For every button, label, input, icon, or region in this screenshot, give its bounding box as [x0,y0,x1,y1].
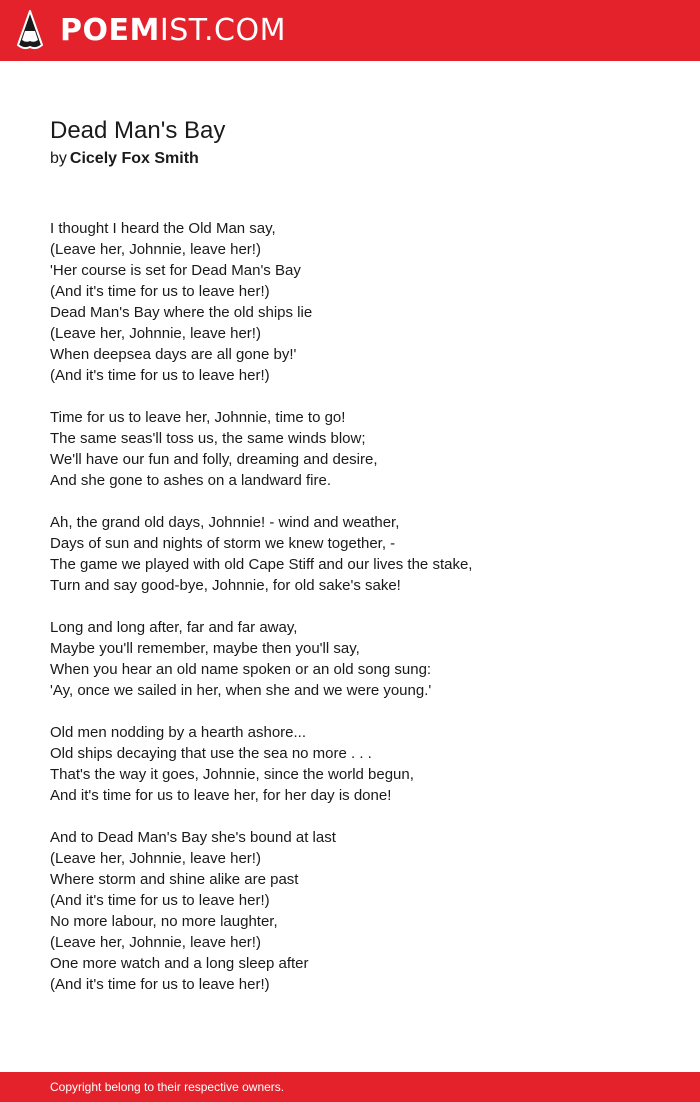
poem-stanza [50,407,670,491]
poem-stanza [50,722,670,806]
poem-line: Ah, the grand old days, Johnnie! - wind and weather, [50,514,400,531]
poem-line: (And it's time for us to leave her!) [50,892,270,909]
poem-line: And it's time for us to leave her, for her day is done! [50,787,392,804]
poem-line: (And it's time for us to leave her!) [50,367,270,384]
poem-stanza [50,827,670,995]
poem-line: When you hear an old name spoken or an old song sung: [50,661,432,678]
poem-line: No more labour, no more laughter, [50,913,278,930]
site-logo-link[interactable] [17,9,286,53]
copyright-text: Copyright belong to their respective owners. [50,1080,285,1094]
poem-line: Turn and say good-bye, Johnnie, for old sake's sake! [50,577,401,594]
poem-line: We'll have our fun and folly, dreaming and desire, [50,451,378,468]
pencil-tip-icon [17,10,43,52]
poem-line: I thought I heard the Old Man say, [50,220,276,237]
poem-line: (Leave her, Johnnie, leave her!) [50,241,261,258]
poem-line: Time for us to leave her, Johnnie, time to go! [50,409,346,426]
poem-line: 'Her course is set for Dead Man's Bay [50,262,301,279]
poem-line: Days of sun and nights of storm we knew together, - [50,535,396,552]
author-name: Cicely Fox Smith [69,150,199,167]
poem-line: That's the way it goes, Johnnie, since the world begun, [50,766,414,783]
poem-line: 'Ay, once we sailed in her, when she and we were young.' [50,682,432,699]
logo-text-light: IST.COM [159,13,286,48]
poem-line: And she gone to ashes on a landward fire. [50,472,332,489]
poem-line: Long and long after, far and far away, [50,619,298,636]
poem-line: Old ships decaying that use the sea no more . . . [50,745,372,762]
poem-line: And to Dead Man's Bay she's bound at last [50,829,336,846]
poem-line: (And it's time for us to leave her!) [50,283,270,300]
poem-line: (Leave her, Johnnie, leave her!) [50,325,261,342]
logo-text-bold: POEM [60,13,160,48]
poem-stanza [50,617,670,701]
site-logo-text [60,13,286,48]
poem-line: Maybe you'll remember, maybe then you'll say, [50,640,360,657]
poem-body [50,218,670,1016]
poem-stanza [50,512,670,596]
site-footer [0,1072,700,1102]
poem-line: One more watch and a long sleep after [50,955,309,972]
poem-line: Where storm and shine alike are past [50,871,299,888]
poem-line: The game we played with old Cape Stiff and our lives the stake, [50,556,473,573]
poem-line: (Leave her, Johnnie, leave her!) [50,850,261,867]
poem-line: The same seas'll toss us, the same winds blow; [50,430,366,447]
by-label: by [50,150,67,167]
poem-line: When deepsea days are all gone by!' [50,346,297,363]
poem-stanza [50,218,670,386]
poem-byline [50,148,199,170]
site-header [0,0,700,61]
poem-line: (And it's time for us to leave her!) [50,976,270,993]
poem-line: (Leave her, Johnnie, leave her!) [50,934,261,951]
poem-line: Dead Man's Bay where the old ships lie [50,304,313,321]
poem-title: Dead Man's Bay [50,117,226,144]
poem-line: Old men nodding by a hearth ashore... [50,724,306,741]
